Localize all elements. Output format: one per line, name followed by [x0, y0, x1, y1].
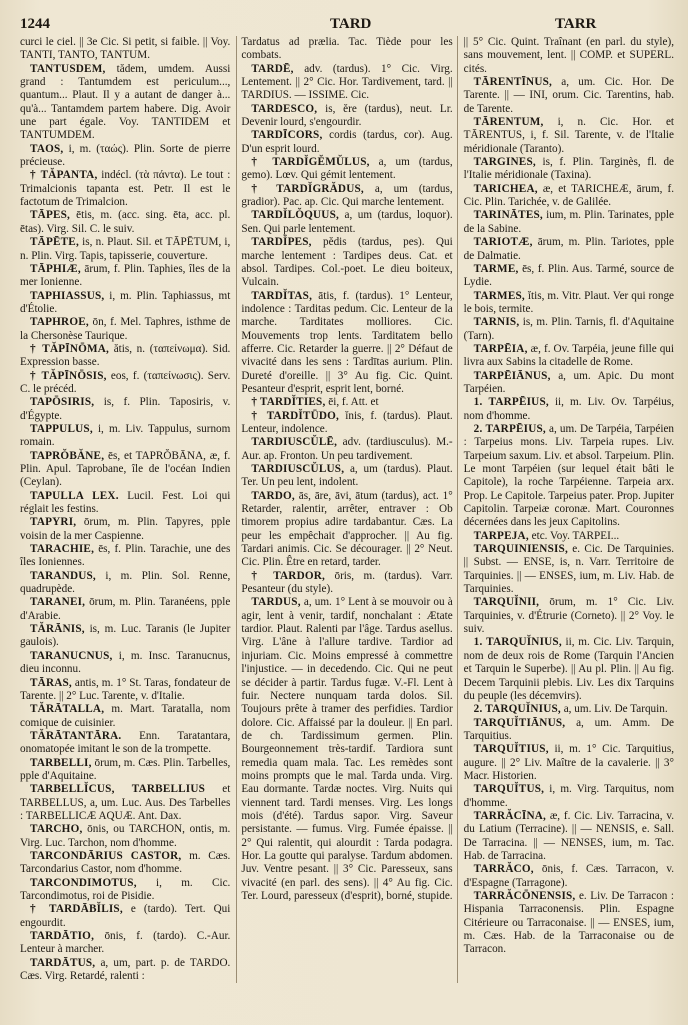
entry-headword: TAOS,: [30, 142, 64, 155]
dictionary-entry: [464, 703, 674, 716]
entry-definition: indécl. (τὰ πάντα). Le tout : Trimalcionis tapanta est. Petr. Il est le factotum de Trimalcion.: [20, 169, 231, 209]
dictionary-entry: [464, 423, 674, 530]
dictionary-entry: [464, 543, 674, 596]
entry-headword: TARPEJA,: [473, 529, 529, 542]
dictionary-entry: [241, 463, 452, 490]
entry-definition: ōnis, f. Cæs. Tarracon, v. d'Espagne (Tarragone).: [463, 863, 675, 889]
entry-definition: ōrum, m. 1° Cic. Liv. Tarquinies, v. d'Étrurie (Corneto). || 2° Voy. le suiv.: [463, 596, 675, 636]
entry-headword: TĂRĀTALLA,: [30, 703, 105, 716]
entry-headword: TARBELLI,: [30, 756, 92, 769]
entry-definition: ĭtis, m. Vitr. Plaut. Ver qui ronge le bois, termite.: [463, 289, 675, 315]
dictionary-entry: [20, 543, 230, 570]
entry-headword: TARQUĬNII,: [473, 596, 540, 609]
entry-definition: tădem, umdem. Aussi grand : Tantumdem est periculum..., quantum... Plaut. Il y a autant de danger à... qu'à... Tantamdem partem habere. Dig. Avoir une part égale. Voy. TANTIDEM et TANTUMDEM.: [20, 62, 231, 142]
entry-definition: curci le ciel. || 3e Cic. Si petit, si faible. || Voy. TANTI, TANTO, TANTUM.: [20, 36, 231, 62]
entry-definition: || 5° Cic. Quint. Traînant (en parl. du style), sans mouvement, lent. || COMP. et SUPERL. cités.: [463, 36, 675, 75]
entry-headword: TARBELLĬCUS, TARBELLIUS: [30, 783, 206, 796]
entry-definition: e (tardo). Tert. Qui engourdit.: [20, 903, 231, 929]
entry-definition: is, n. Plaut. Sil. et TĀPĒTUM, i, n. Plin. Virg. Tapis, tapisserie, couverture.: [20, 236, 231, 262]
entry-definition: ēs, f. Plin. Aus. Tarmé, source de Lydie.: [463, 262, 675, 289]
dictionary-entry: [241, 436, 452, 463]
entry-definition: is, f. Plin. Targinès, fl. de l'Italie méridionale (Taxina).: [463, 156, 675, 182]
dictionary-entry: [20, 957, 230, 984]
dictionary-entry: [241, 103, 452, 130]
entry-definition: i, m. Cic. Tarcondimotus, roi de Pisidie.: [20, 876, 231, 902]
dictionary-entry: [20, 596, 230, 623]
entry-headword: † TARDĬTIES,: [251, 396, 326, 409]
dictionary-entry: [464, 596, 674, 636]
dictionary-entry: [241, 410, 452, 437]
entry-headword: † TARDĬGĔMŬLUS,: [251, 156, 370, 169]
entry-definition: e. Liv. De Tarracon : Hispania Tarraconensis. Plin. Espagne Citérieure ou Tarraconaise. || — ENSES, ium, m. Cæs. Hab. de la Tarraconaise ou de Tarracon.: [463, 890, 675, 956]
entry-headword: TĂRĀTANTĀRA.: [30, 729, 122, 742]
dictionary-entry: [20, 370, 230, 397]
dictionary-entry: [464, 890, 674, 957]
entry-headword: TĀRENTUM,: [473, 116, 544, 129]
entry-headword: 2. TARPĒIUS,: [473, 422, 546, 435]
entry-headword: 2. TARQUĬNIUS,: [473, 703, 561, 716]
entry-definition: et TARBELLUS, a, um. Luc. Aus. Des Tarbelles : TARBELLICÆ AQUÆ. Ant. Dax.: [20, 783, 231, 822]
entry-headword: TARDĪCORS,: [251, 129, 323, 142]
entry-definition: a, um (tardus, loquor). Sen. Qui parle lentement.: [241, 209, 453, 235]
entry-headword: TARRĂCO,: [473, 863, 534, 876]
entry-definition: ătis, n. (ταπείνωμα). Sid. Expression basse.: [20, 342, 231, 369]
dictionary-entry: [464, 209, 674, 236]
entry-headword: 1. TARQUĬNIUS,: [473, 636, 562, 649]
entry-headword: TANTUSDEM,: [30, 62, 106, 75]
entry-headword: TAPHROE,: [30, 316, 89, 329]
entry-headword: † TARDĬTŪDO,: [251, 409, 340, 422]
dictionary-entry: [241, 36, 452, 63]
entry-definition: i, n. Cic. Hor. et TĀRENTUS, i, f. Sil. Tarente, v. de l'Italie méridionale (Taranto).: [463, 116, 675, 155]
entry-headword: TARACHIE,: [30, 543, 95, 556]
dictionary-entry: [241, 596, 452, 903]
dictionary-entry: [241, 183, 452, 210]
entry-definition: ōnis, f. (tardo). C.-Aur. Lenteur à marcher.: [20, 930, 231, 956]
dictionary-entry: [20, 903, 230, 930]
dictionary-entry: [20, 730, 230, 757]
entry-headword: TARQUINIENSIS,: [473, 543, 568, 556]
entry-headword: TĀRENTĪNUS,: [473, 76, 553, 89]
entry-headword: † TARDĬGRĂDUS,: [251, 182, 364, 195]
dictionary-entry: [241, 63, 452, 103]
entry-definition: a, um. Amm. De Tarquitius.: [463, 716, 675, 742]
entry-headword: † TĂPANTA,: [30, 169, 98, 182]
header-center-word: TARD: [330, 16, 372, 32]
entry-definition: Tardatus ad prælia. Tac. Tiède pour les combats.: [241, 36, 453, 62]
dictionary-entry: [241, 570, 452, 597]
entry-headword: TARPĒIA,: [473, 342, 528, 355]
dictionary-entry: [20, 850, 230, 877]
dictionary-entry: [464, 36, 674, 76]
dictionary-entry: [20, 650, 230, 677]
dictionary-entry: [464, 116, 674, 156]
entry-definition: ās, āre, āvi, ātum (tardus), act. 1° Retarder, ralentir, arrêter, entraver : Ob timorem propius adire tardabantur. Cæs. La peur les empêchait d'approcher. || Au fig. Tardari animis. Cic. Se décourager. || 2° Neut. Cic. Plin. Être en retard, tarder.: [241, 489, 453, 569]
entry-headword: TARPĒIĀNUS,: [473, 369, 551, 382]
page-number: 1244: [20, 16, 50, 32]
entry-definition: a, um. 1° Lent à se mouvoir ou à agir, lent à venir, tardif, nonchalant : Ætate tardior. Plaut. Ralenti par l'âge. Tardus asellus. Virg. L'âne à l'allure tardive. Tardior ad injuriam. Cic. Moins empressé à commettre l'injustice. — in decedendo. Cic. Qui ne peut se décider à partir. Tardus fugæ. V.-Fl. Lent à fuir. Nectere nunquam tarda dolos. Sil. Toujours prête à tramer des perfidies. Tardior dolore. Cic. Affaissé par la douleur. || En parl. de ch. Tardissimum germen. Plin. Bourgeonnement très-tardif. Tardiora sunt remedia quam mala. Tac. Les remèdes sont moins prompts que le mal. Tarda unda. Virg. Eau dormante. Tardæ noctes. Virg. Nuits qui viennent tard. Tardi menses. Virg. Les longs mois (d'été). Tardus sapor. Virg. Saveur persistante. — fumus. Virg. Fumée épaisse. || 2° Qui ralentit, qui alourdit : Tarda podagra. Hor. La goutte qui paralyse. Tardum abdomen. Juv. Ventre pesant. || 3° Cic. Paresseux, sans vivacité (en parl. des sens). || 4° Au fig. Cic. Ter. Lourd, paresseux (d'esprit), borné, stupide.: [241, 596, 453, 902]
dictionary-entry: [464, 636, 674, 703]
entry-headword: TARANEI,: [30, 596, 86, 609]
entry-headword: TĀPHIÆ,: [30, 262, 81, 275]
entry-headword: TARRĂCĪNA,: [473, 809, 547, 822]
dictionary-entry: [20, 316, 230, 343]
entry-headword: TARINĀTES,: [473, 209, 543, 222]
entry-headword: TARDĀTIO,: [30, 930, 95, 943]
entry-headword: † TĂPĪNŌMA,: [30, 342, 110, 355]
entry-definition: antis, m. 1° St. Taras, fondateur de Tarente. || 2° Luc. Tarente, v. d'Italie.: [20, 676, 231, 702]
entry-definition: a, um. De Tarpéia, Tarpéien : Tarpeius mons. Liv. Tarpeia rupes. Liv. Tarpeium saxum. Liv. et absol. Tarpeium. Plin. Le mont Tarpéien (sur lequel était bâti le Capitole), la roche Tarpéienne. Tarpeia arx. Prop. Le Capitole. Tarpeius pater. Prop. Jupiter Capitolin. Tarpeiæ coronæ. Mart. Couronnes décernées dans les jeux Capitolins.: [463, 422, 675, 529]
dictionary-entry: [464, 370, 674, 397]
entry-headword: TARDUS,: [251, 596, 301, 609]
dictionary-entry: [464, 810, 674, 863]
dictionary-entry: [464, 156, 674, 183]
entry-definition: ārum, m. Plin. Tariotes, pple de Dalmatie.: [463, 236, 675, 262]
dictionary-entry: [464, 783, 674, 810]
entry-definition: m. Mart. Taratalla, nom comique de cuisinier.: [20, 703, 231, 729]
entry-headword: TARDĀTUS,: [30, 956, 96, 969]
entry-headword: TĀPĒTE,: [30, 236, 79, 249]
entry-definition: is, ĕre (tardus), neut. Lr. Devenir lourd, s'engourdir.: [241, 102, 453, 129]
entry-definition: ēi, f. Att. et: [328, 396, 379, 409]
entry-definition: cordis (tardus, cor). Aug. D'un esprit lourd.: [241, 129, 453, 155]
dictionary-entry: [20, 570, 230, 597]
entry-definition: ōris, m. (tardus). Varr. Pesanteur (du style).: [241, 569, 453, 596]
entry-definition: m. Cæs. Tarcondarius Castor, nom d'homme.: [20, 849, 231, 876]
entry-definition: is, m. Plin. Tarnis, fl. d'Aquitaine (Tarn).: [463, 316, 675, 342]
entry-definition: adv. (tardus). 1° Cic. Virg. Lentement. || 2° Cic. Hor. Tardivement, tard. || TARDIUS. — ISSIME. Cic.: [241, 62, 453, 102]
dictionary-entry: [20, 877, 230, 904]
dictionary-entry: [464, 263, 674, 290]
dictionary-entry: [464, 316, 674, 343]
entry-headword: TARDIUSCŬLĒ,: [251, 436, 338, 449]
entry-definition: etc. Voy. TARPEI...: [531, 529, 620, 542]
entry-definition: e. Cic. De Tarquinies. || Subst. — ENSE, is, n. Varr. Territoire de Tarquinies. || — ENSES, ium, m. Liv. Hab. de Tarquinies.: [463, 543, 675, 596]
dictionary-entry: [20, 396, 230, 423]
entry-headword: TARDĬPES,: [251, 236, 312, 249]
entry-definition: ōn, f. Mel. Taphres, isthme de la Chersonèse Taurique.: [20, 316, 231, 342]
dictionary-entry: [20, 783, 230, 823]
entry-headword: TARIOTÆ,: [473, 236, 533, 249]
dictionary-entry: [464, 530, 674, 543]
entry-definition: ōrum, m. Plin. Tapyres, pple voisin de la mer Caspienne.: [20, 516, 231, 542]
entry-headword: TĂRĀNIS,: [30, 623, 85, 636]
entry-definition: æ, f. Ov. Tarpéia, jeune fille qui livra aux Sabins la citadelle de Rome.: [463, 342, 675, 369]
entry-definition: ēs, et TAPRŎBĀNA, æ, f. Plin. Apul. Taprobane, île de l'océan Indien (Ceylan).: [20, 449, 231, 489]
column-right: [464, 36, 674, 983]
dictionary-entry: [20, 930, 230, 957]
dictionary-entry: [20, 290, 230, 317]
entry-definition: a, um. Apic. Du mont Tarpéien.: [463, 369, 675, 395]
entry-definition: i, m. Insc. Taranucnus, dieu inconnu.: [20, 649, 231, 676]
entry-headword: TARCHO,: [30, 823, 83, 836]
column-middle: [236, 36, 457, 983]
entry-headword: TARGINES,: [473, 156, 536, 169]
dictionary-entry: [20, 823, 230, 850]
dictionary-entry: [464, 183, 674, 210]
entry-definition: a, um. Liv. De Tarquin.: [563, 703, 668, 716]
dictionary-entry: [241, 490, 452, 570]
entry-headword: TARDĬTAS,: [251, 289, 313, 302]
entry-definition: ēs, f. Plin. Tarachie, une des îles Ioniennes.: [20, 543, 231, 569]
entry-definition: ōnis, ou TARCHON, ontis, m. Virg. Luc. Tarchon, nom d'homme.: [20, 823, 231, 849]
entry-definition: æ, et TARICHEÆ, ārum, f. Cic. Plin. Tarichée, v. de Galilée.: [463, 182, 675, 209]
entry-headword: TAPPULUS,: [30, 422, 93, 435]
entry-headword: TARDĒ,: [251, 62, 294, 75]
dictionary-entry: [241, 129, 452, 156]
dictionary-entry: [20, 423, 230, 450]
dictionary-entry: [241, 236, 452, 289]
dictionary-entry: [241, 156, 452, 183]
entry-definition: i, m. Plin. Sol. Renne, quadrupède.: [20, 569, 231, 596]
dictionary-entry: [464, 343, 674, 370]
dictionary-entry: [20, 209, 230, 236]
header-right-word: TARR: [555, 16, 597, 32]
entry-definition: ium, m. Plin. Tarinates, pple de la Sabine.: [463, 209, 675, 235]
dictionary-entry: [20, 757, 230, 784]
entry-definition: a, um (tardus). Plaut. Ter. Un peu lent, indolent.: [241, 463, 453, 489]
entry-definition: ētis, m. (acc. sing. ēta, acc. pl. ētas). Virg. Sil. C. le suiv.: [20, 209, 231, 235]
entry-definition: ii, m. Cic. Liv. Tarquin, nom de deux rois de Rome (Tarquin l'Ancien et Tarquin le Superbe). || Au pl. Plin. || Au fig. Decem Tarquinii plebis. Liv. Les dix Tarquins du peuple (les décemvirs).: [463, 636, 675, 702]
entry-definition: i, m. Virg. Tarquitus, nom d'homme.: [463, 783, 675, 809]
entry-definition: eos, f. (ταπείνωσις). Serv. C. le précéd.: [20, 369, 231, 395]
dictionary-entry: [20, 703, 230, 730]
dictionary-entry: [20, 677, 230, 704]
dictionary-entry: [20, 236, 230, 263]
entry-definition: pĕdis (tardus, pes). Qui marche lentement : Tardipes deus. Cat. et absol. Tardipes. Col.-poet. Le dieu boiteux, Vulcain.: [241, 236, 453, 289]
entry-headword: TARNIS,: [473, 316, 520, 329]
entry-definition: a, um (tardus, gemo). Lœv. Qui gémit lentement.: [241, 156, 453, 182]
entry-definition: a, um (tardus, gradior). Pac. ap. Cic. Qui marche lentement.: [241, 182, 453, 209]
dictionary-entry: [241, 209, 452, 236]
dictionary-entry: [20, 169, 230, 209]
text-columns: [20, 36, 674, 983]
entry-headword: TARDIUSCŬLUS,: [251, 463, 345, 475]
entry-headword: † TĂPĪNŌSIS,: [30, 369, 107, 382]
entry-headword: TARICHEA,: [473, 182, 538, 195]
dictionary-entry: [20, 143, 230, 170]
entry-definition: ōrum, m. Cæs. Plin. Tarbelles, pple d'Aquitaine.: [20, 756, 231, 782]
dictionary-entry: [241, 290, 452, 397]
entry-definition: ātis, f. (tardus). 1° Lenteur, indolence : Tarditas pedum. Cic. Lenteur de la marche. Tarditates molliores. Cic. Mouvements trop lents. Tarditatem bello afferre. Cic. Retarder la guerre. || 2° Défaut de vivacité dans les sens : Tardītas aurium. Plin. Dureté d'oreille. || 3° Au fig. Cic. Quint. Pesanteur d'esprit, esprit lent, borné.: [241, 289, 453, 395]
entry-definition: i, m. (ταώς). Plin. Sorte de pierre précieuse.: [20, 142, 231, 169]
entry-headword: TĀPES,: [30, 209, 71, 222]
dictionary-entry: [20, 263, 230, 290]
entry-definition: ii, m. 1° Cic. Tarquitius, augure. || 2° Liv. Maître de la cavalerie. || 3° Macr. Historien.: [463, 743, 675, 782]
dictionary-entry: [20, 63, 230, 143]
entry-headword: TARQUĬTIUS,: [473, 743, 549, 756]
entry-headword: † TARDOR,: [251, 569, 326, 582]
entry-definition: a, um, part. p. de TARDO. Cæs. Virg. Retardé, ralenti :: [20, 956, 231, 983]
entry-headword: TARDĬLŎQUUS,: [251, 209, 340, 222]
entry-headword: TARME,: [473, 262, 519, 275]
entry-definition: is, m. Luc. Taranis (le Jupiter gaulois).: [20, 623, 231, 649]
entry-definition: Lucil. Fest. Loi qui réglait les festins.: [20, 489, 231, 516]
entry-headword: TAPŌSIRIS,: [30, 396, 95, 409]
entry-definition: i, m. Plin. Taphiassus, mt d'Étolie.: [20, 289, 231, 315]
entry-headword: TAPHIASSUS,: [30, 289, 105, 302]
entry-headword: TAPYRI,: [30, 516, 77, 529]
dictionary-entry: [20, 490, 230, 517]
dictionary-entry: [464, 717, 674, 744]
dictionary-entry: [20, 450, 230, 490]
entry-definition: ārum, f. Plin. Taphies, îles de la mer Ionienne.: [20, 262, 231, 289]
running-header: [20, 12, 674, 34]
entry-headword: TARCONDIMOTUS,: [30, 876, 137, 889]
entry-definition: i, m. Liv. Tappulus, surnom romain.: [20, 422, 231, 449]
dictionary-entry: [241, 396, 452, 409]
dictionary-entry: [20, 516, 230, 543]
dictionary-entry: [464, 290, 674, 317]
entry-headword: TĀRAS,: [30, 676, 72, 689]
entry-definition: is, f. Plin. Taposiris, v. d'Égypte.: [20, 396, 231, 422]
entry-headword: TARQUĬTIĀNUS,: [473, 716, 566, 729]
entry-definition: Enn. Taratantara, onomatopée imitant le son de la trompette.: [20, 729, 231, 756]
entry-definition: ōrum, m. Plin. Taranéens, pple d'Arabie.: [20, 596, 231, 622]
entry-headword: TARRĂCŌNENSIS,: [473, 890, 576, 902]
entry-definition: adv. (tardiusculus). M.-Aur. ap. Fronton. Un peu tardivement.: [241, 436, 453, 462]
dictionary-entry: [20, 343, 230, 370]
entry-headword: TARDO,: [251, 489, 295, 502]
entry-headword: TAPULLA LEX.: [30, 489, 119, 502]
entry-headword: TARANDUS,: [30, 569, 96, 582]
dictionary-entry: [464, 236, 674, 263]
entry-headword: TARCONDĀRIUS CASTOR,: [30, 849, 182, 862]
dictionary-entry: [464, 863, 674, 890]
entry-headword: † TARDĀBĬLIS,: [30, 903, 123, 916]
column-left: [20, 36, 230, 983]
entry-headword: TARANUCNUS,: [30, 649, 113, 662]
dictionary-entry: [20, 623, 230, 650]
entry-definition: æ, f. Cic. Liv. Tarracina, v. du Latium (Terracine). || — NENSIS, e. Sall. De Tarracina. || — NENSES, ium, m. Tac. Hab. de Tarracina.: [463, 809, 675, 862]
entry-definition: ĭnis, f. (tardus). Plaut. Lenteur, indolence.: [241, 409, 453, 435]
entry-headword: TARMES,: [473, 289, 525, 302]
entry-headword: TARDESCO,: [251, 102, 318, 115]
dictionary-entry: [464, 743, 674, 783]
dictionary-entry: [464, 76, 674, 116]
entry-definition: a, um. Cic. Hor. De Tarente. || — INI, orum. Cic. Tarentins, hab. de Tarente.: [463, 76, 675, 115]
entry-headword: TAPRŎBĂNE,: [30, 449, 105, 462]
dictionary-entry: [20, 36, 230, 63]
entry-headword: 1. TARPĒIUS,: [473, 396, 549, 409]
entry-headword: TARQUĬTUS,: [473, 783, 545, 796]
dictionary-entry: [464, 396, 674, 423]
entry-definition: ii, m. Liv. Ov. Tarpéius, nom d'homme.: [463, 396, 675, 422]
